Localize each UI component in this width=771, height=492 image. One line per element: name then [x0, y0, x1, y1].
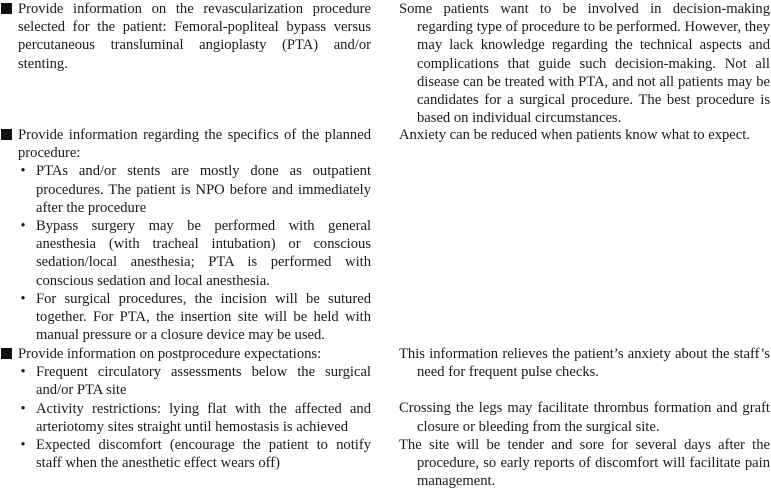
- sub-item: [0, 400, 371, 436]
- dot-bullet-icon: •: [20, 163, 26, 180]
- sub-item: [0, 363, 371, 399]
- dot-bullet-icon: •: [20, 218, 26, 235]
- rationale-text: Anxiety can be reduced when patients know what to expect.: [399, 127, 750, 143]
- intervention-item: [0, 126, 371, 162]
- rationale-cell: [399, 0, 770, 127]
- intervention-item: [0, 345, 371, 363]
- square-bullet-icon: [1, 129, 12, 140]
- sub-item: [0, 162, 371, 217]
- sub-item-text: Expected discomfort (encourage the patient to notify staff when the anesthetic effect wears off): [36, 437, 371, 472]
- sub-item-list: [0, 363, 371, 472]
- intervention-text: Provide information regarding the specifics of the planned procedure:: [18, 127, 371, 162]
- rationale-text: Crossing the legs may facilitate thrombus formation and graft closure or bleeding from the surgical site.: [399, 400, 770, 435]
- intervention-item: [0, 0, 371, 73]
- dot-bullet-icon: •: [20, 437, 26, 454]
- sub-item-text: Bypass surgery may be performed with general anesthesia (with tracheal intubation) or conscious sedation/local anesthesia; PTA is performed with conscious sedation and local anesthesia.: [36, 218, 371, 289]
- sub-item-text: Activity restrictions: lying flat with the affected and arteriotomy sites straight until hemostasis is achieved: [36, 400, 371, 435]
- intervention-cell: [0, 126, 371, 344]
- sub-item: [0, 217, 371, 290]
- intervention-cell: [0, 0, 371, 73]
- intervention-text: Provide information on postprocedure expectations:: [18, 346, 322, 362]
- intervention-cell: [0, 345, 371, 472]
- rationale-cell: [399, 345, 770, 490]
- sub-item-text: PTAs and/or stents are mostly done as outpatient procedures. The patient is NPO before and immediately after the procedure: [36, 163, 371, 216]
- sub-item-text: For surgical procedures, the incision will be sutured together. For PTA, the insertion site will be held with manual pressure or a closure device may be used.: [36, 290, 371, 344]
- square-bullet-icon: [1, 348, 12, 359]
- dot-bullet-icon: •: [20, 290, 26, 307]
- rationale-text: This information relieves the patient’s anxiety about the staff’s need for frequent pulse checks.: [399, 346, 770, 381]
- sub-item-list: [0, 162, 371, 344]
- sub-item: [0, 290, 371, 345]
- rationale-text: Some patients want to be involved in decision-making regarding type of procedure to be performed. However, they may lack knowledge regarding the technical aspects and complications that guide such decision-making. Not all disease can be treated with PTA, and not all patients may be candidates for a surgical procedure. The best procedure is based on individual circumstances.: [399, 1, 770, 127]
- sub-item-text: Frequent circulatory assessments below the surgical and/or PTA site: [36, 364, 371, 399]
- square-bullet-icon: [1, 3, 12, 14]
- dot-bullet-icon: •: [20, 364, 26, 381]
- intervention-text: Provide information on the revascularization procedure selected for the patient: Femoral-popliteal bypass versus percutaneous transluminal angioplasty (PTA) and/or stenting.: [18, 1, 371, 72]
- rationale-text: The site will be tender and sore for several days after the procedure, so early reports of discomfort will facilitate pain management.: [399, 436, 770, 490]
- rationale-cell: [399, 126, 770, 144]
- dot-bullet-icon: •: [20, 400, 26, 417]
- sub-item: [0, 436, 371, 472]
